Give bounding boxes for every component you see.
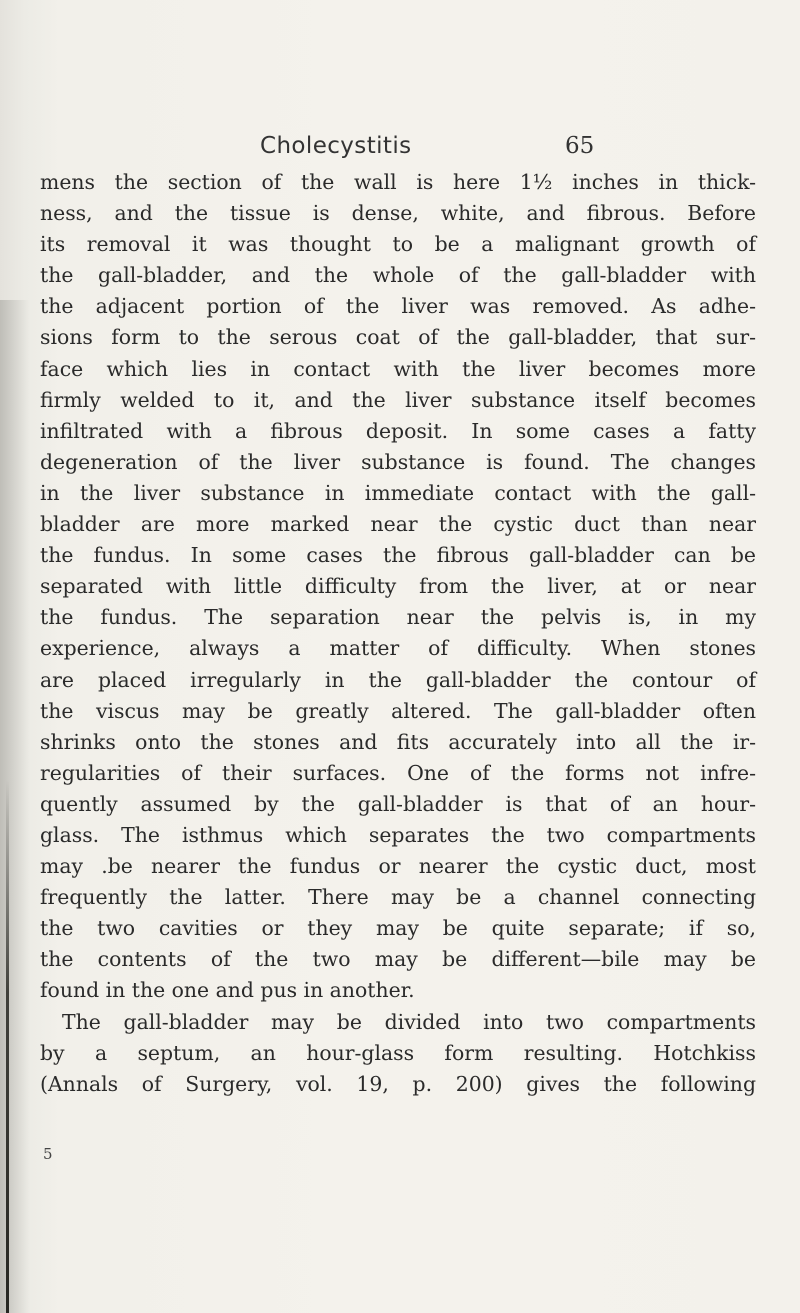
text-line: the adjacent portion of the liver was removed. As adhe-	[40, 294, 756, 319]
running-title: Cholecystitis	[260, 133, 412, 159]
text-line: the gall-bladder, and the whole of the gall-bladder with	[40, 263, 756, 288]
text-line: the fundus. In some cases the fibrous gall-bladder can be	[40, 543, 756, 568]
page-header	[230, 129, 600, 169]
text-line: experience, always a matter of difficulty. When stones	[40, 636, 756, 661]
text-line: the contents of the two may be different—bile may be	[40, 947, 756, 972]
binding-shadow	[0, 300, 30, 1313]
binding-edge	[6, 780, 9, 1313]
signature-mark: 5	[43, 1145, 53, 1163]
text-line: shrinks onto the stones and fits accurately into all the ir-	[40, 729, 756, 754]
text-line: sions form to the serous coat of the gall-bladder, that sur-	[40, 325, 756, 350]
text-line: infiltrated with a fibrous deposit. In some cases a fatty	[40, 418, 756, 443]
text-line: found in the one and pus in another.	[40, 978, 415, 1003]
text-line: firmly welded to it, and the liver substance itself becomes	[40, 387, 756, 412]
text-line: in the liver substance in immediate contact with the gall-	[40, 480, 756, 505]
text-line: mens the section of the wall is here 1½ inches in thick-	[40, 170, 756, 194]
text-line: glass. The isthmus which separates the two compartments	[40, 822, 756, 847]
text-line: frequently the latter. There may be a channel connecting	[40, 885, 756, 910]
page-number: 65	[565, 133, 595, 159]
text-line: the viscus may be greatly altered. The gall-bladder often	[40, 698, 756, 723]
text-line: regularities of their surfaces. One of the forms not infre-	[40, 760, 756, 785]
body-text	[40, 167, 756, 1100]
text-line: quently assumed by the gall-bladder is that of an hour-	[40, 791, 756, 816]
text-line: the fundus. The separation near the pelvis is, in my	[40, 605, 756, 630]
text-line: degeneration of the liver substance is found. The changes	[40, 449, 756, 474]
text-line: (Annals of Surgery, vol. 19, p. 200) gives the following	[40, 1071, 756, 1096]
text-line: ness, and the tissue is dense, white, and fibrous. Before	[40, 201, 756, 226]
text-line: bladder are more marked near the cystic duct than near	[40, 512, 756, 537]
text-line: The gall-bladder may be divided into two compartments	[62, 1009, 756, 1034]
text-line: face which lies in contact with the liver becomes more	[40, 356, 756, 381]
text-line: are placed irregularly in the gall-bladder the contour of	[40, 667, 756, 692]
text-line: separated with little difficulty from the liver, at or near	[40, 574, 756, 599]
text-line: its removal it was thought to be a malignant growth of	[40, 232, 756, 257]
text-line: by a septum, an hour-glass form resulting. Hotchkiss	[40, 1040, 756, 1065]
text-line: the two cavities or they may be quite separate; if so,	[40, 916, 756, 941]
text-line: may .be nearer the fundus or nearer the cystic duct, most	[40, 854, 756, 879]
